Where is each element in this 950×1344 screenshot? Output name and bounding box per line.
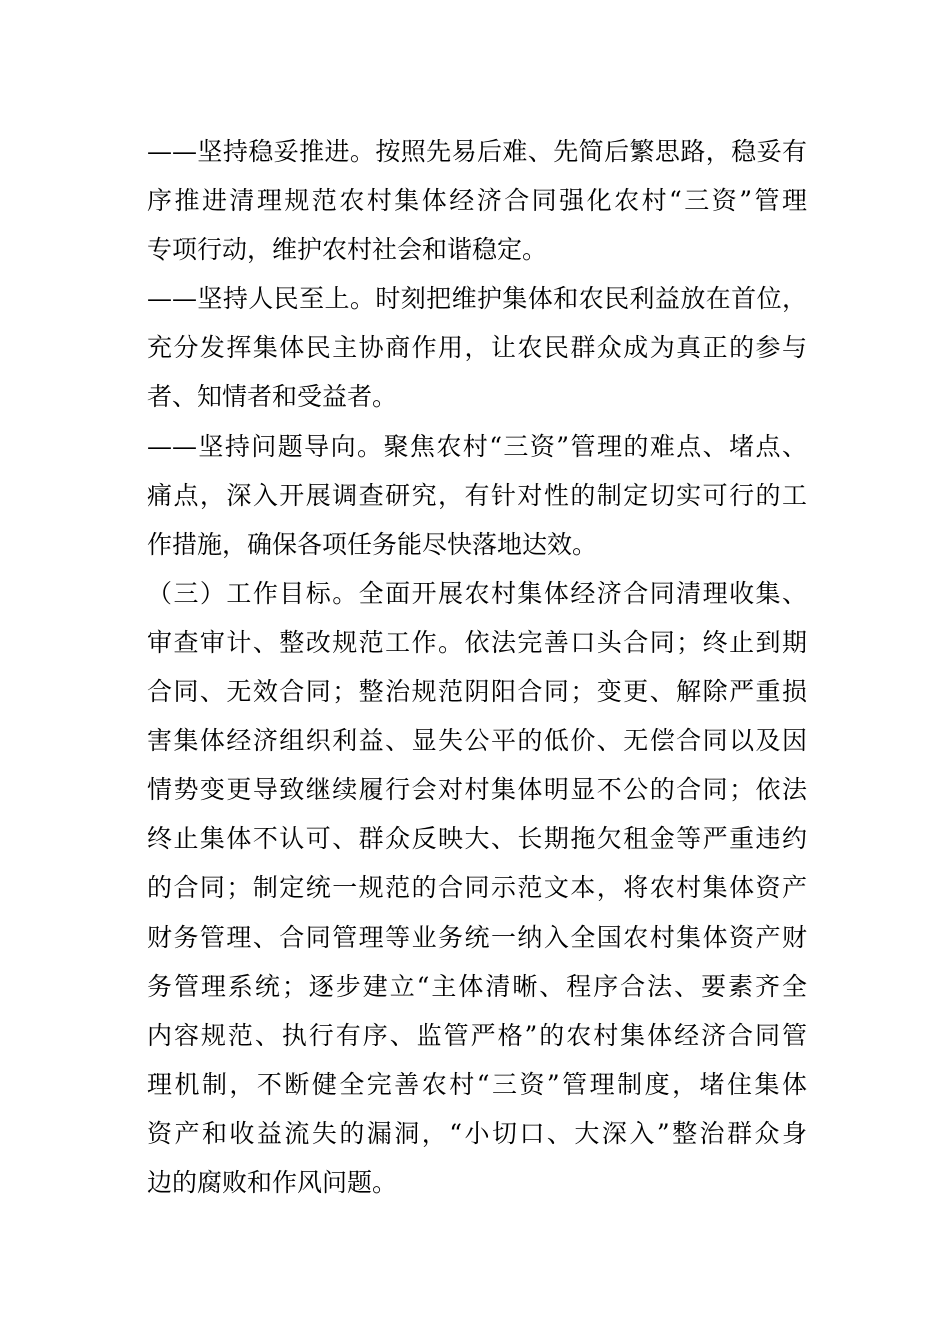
text-line: 边的腐败和作风问题。 [147,1167,398,1197]
text-line: 者、知情者和受益者。 [147,382,398,412]
text-line: 害集体经济组织利益、显失公平的低价、无偿合同以及因 [147,726,807,756]
text-line: 的合同；制定统一规范的合同示范文本，将农村集体资产 [147,873,807,903]
text-line: 财务管理、合同管理等业务统一纳入全国农村集体资产财 [147,922,807,952]
text-line: 痛点，深入开展调查研究，有针对性的制定切实可行的工 [147,480,807,510]
text-line: 终止集体不认可、群众反映大、长期拖欠租金等严重违约 [147,824,807,854]
text-line: ——坚持问题导向。聚焦农村“三资”管理的难点、堵点、 [147,431,807,461]
text-line: 情势变更导致继续履行会对村集体明显不公的合同；依法 [147,775,807,805]
text-line: （三）工作目标。全面开展农村集体经济合同清理收集、 [147,578,807,608]
document-body [147,127,807,1207]
text-line: 专项行动，维护农村社会和谐稳定。 [147,235,548,265]
text-line: 合同、无效合同；整治规范阴阳合同；变更、解除严重损 [147,677,807,707]
paragraph-principle-problem [147,422,807,569]
text-line: ——坚持稳妥推进。按照先易后难、先简后繁思路，稳妥有 [147,137,807,166]
paragraph-work-goals [147,569,807,1207]
text-line: 审查审计、整改规范工作。依法完善口头合同；终止到期 [147,627,807,657]
text-line: 务管理系统；逐步建立“主体清晰、程序合法、要素齐全 [147,971,807,1001]
paragraph-principle-people [147,274,807,421]
text-line: 内容规范、执行有序、监管严格”的农村集体经济合同管 [147,1020,807,1050]
text-line: 充分发挥集体民主协商作用，让农民群众成为真正的参与 [147,333,807,363]
text-line: 理机制，不断健全完善农村“三资”管理制度，堵住集体 [147,1069,807,1099]
text-line: ——坚持人民至上。时刻把维护集体和农民利益放在首位， [147,284,807,314]
text-line: 资产和收益流失的漏洞，“小切口、大深入”整治群众身 [147,1118,807,1148]
text-line: 序推进清理规范农村集体经济合同强化农村“三资”管理 [147,186,807,216]
text-line: 作措施，确保各项任务能尽快落地达效。 [147,529,598,559]
paragraph-principle-steady [147,127,807,274]
